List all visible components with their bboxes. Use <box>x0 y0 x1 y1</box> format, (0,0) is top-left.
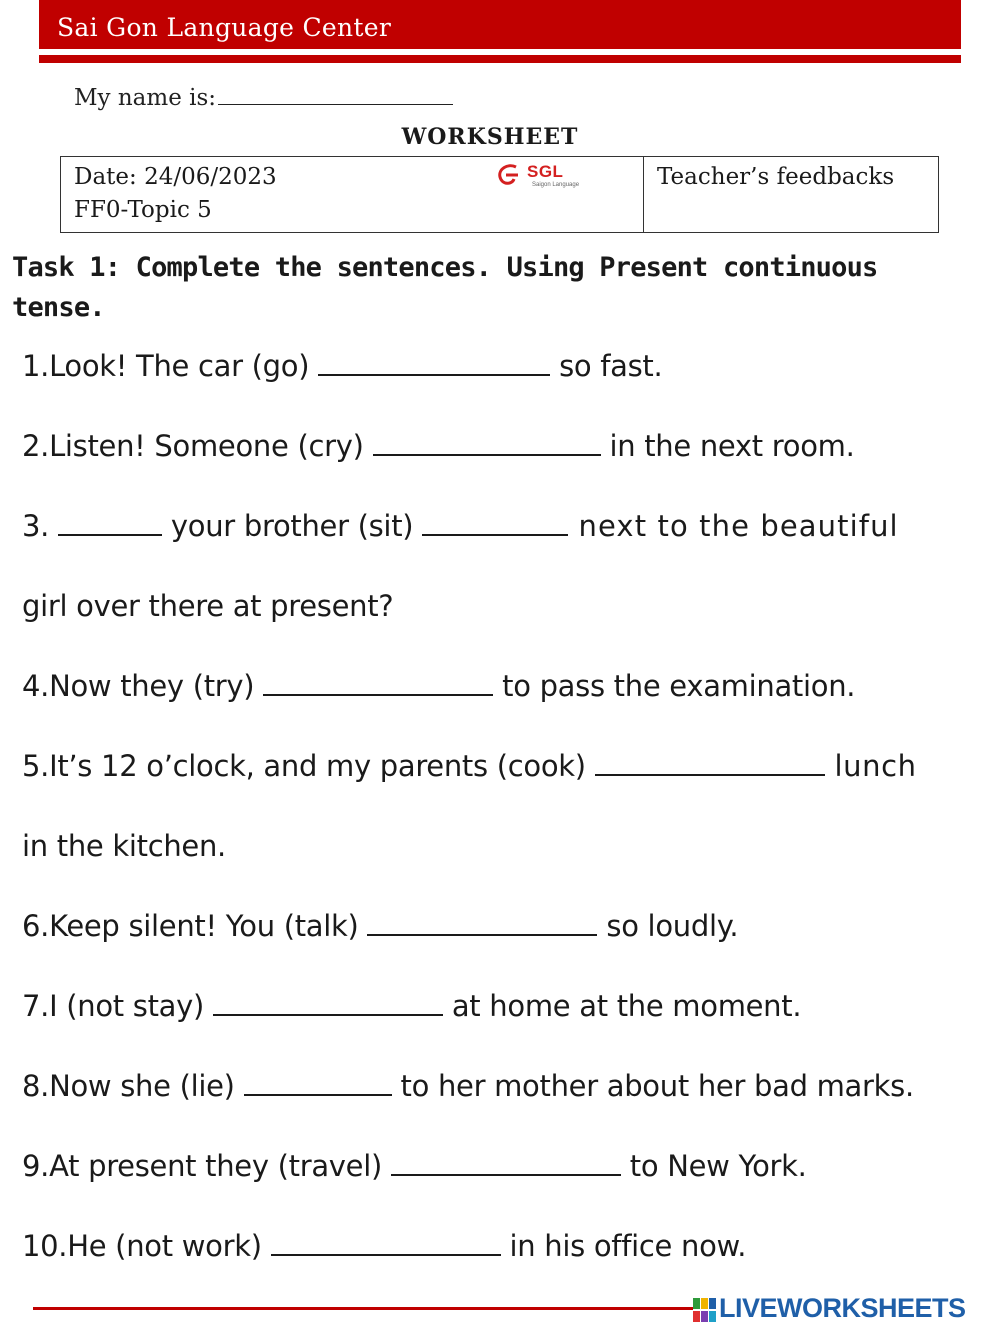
sentence-text: next to the beautiful <box>568 509 899 543</box>
sentence-5-cont <box>22 826 994 906</box>
sentence-text: girl over there at present? <box>22 589 394 623</box>
answer-blank[interactable] <box>391 1146 621 1176</box>
sentence-text: 6.Keep silent! You (talk) <box>22 909 368 943</box>
topic-text: FF0-Topic 5 <box>74 197 212 223</box>
sentence-text: 4.Now they (try) <box>22 669 264 703</box>
sentence-text: 9.At present they (travel) <box>22 1149 391 1183</box>
sentence-text: your brother (sit) <box>162 509 423 543</box>
sentence-text: so fast. <box>550 349 663 383</box>
sgl-logo <box>494 161 589 193</box>
answer-blank[interactable] <box>58 506 162 536</box>
sentence-text: in his office now. <box>500 1229 747 1263</box>
sentence-3 <box>22 506 994 586</box>
sentence-9 <box>22 1146 994 1226</box>
name-label: My name is: <box>74 85 217 111</box>
header-divider <box>39 55 961 63</box>
center-name: Sai Gon Language Center <box>57 13 392 42</box>
sentence-text: so loudly. <box>597 909 739 943</box>
sentence-text: to New York. <box>620 1149 807 1183</box>
liveworksheets-text: LIVEWORKSHEETS <box>719 1293 966 1323</box>
sentence-7 <box>22 986 994 1066</box>
sentence-text: 7.I (not stay) <box>22 989 213 1023</box>
sentence-text: 3. <box>22 509 58 543</box>
sentence-text: to her mother about her bad marks. <box>391 1069 914 1103</box>
sentence-8 <box>22 1066 994 1146</box>
sentence-3-cont <box>22 586 994 666</box>
answer-blank[interactable] <box>213 986 443 1016</box>
sentence-4 <box>22 666 994 746</box>
answer-blank[interactable] <box>367 906 597 936</box>
logo-text: SGL <box>527 162 564 181</box>
footer-divider <box>33 1307 693 1310</box>
answer-blank[interactable] <box>595 746 825 776</box>
sentence-text: 8.Now she (lie) <box>22 1069 244 1103</box>
answer-blank[interactable] <box>422 506 568 536</box>
answer-blank[interactable] <box>244 1066 392 1096</box>
task-title: Task 1: Complete the sentences. Using Present continuous tense. <box>12 252 878 323</box>
sentence-text: in the kitchen. <box>22 829 226 863</box>
sentence-list <box>22 346 994 1306</box>
answer-blank[interactable] <box>263 666 493 696</box>
header-banner <box>39 0 961 49</box>
liveworksheets-brand[interactable] <box>693 1293 993 1325</box>
teacher-feedback-label: Teacher’s feedbacks <box>657 164 895 190</box>
name-blank[interactable] <box>218 82 453 105</box>
sentence-text: 1.Look! The car (go) <box>22 349 319 383</box>
answer-blank[interactable] <box>318 346 550 376</box>
sentence-1 <box>22 346 994 426</box>
sgl-swirl-icon <box>494 163 524 189</box>
date-text: Date: 24/06/2023 <box>74 164 277 190</box>
sentence-text: 10.He (not work) <box>22 1229 271 1263</box>
sentence-6 <box>22 906 994 986</box>
sentence-text: to pass the examination. <box>493 669 856 703</box>
name-field-row <box>74 82 453 111</box>
sentence-text: 2.Listen! Someone (cry) <box>22 429 373 463</box>
sentence-text: in the next room. <box>600 429 855 463</box>
info-left-cell <box>61 157 644 232</box>
sentence-text: lunch <box>824 749 917 783</box>
answer-blank[interactable] <box>373 426 601 456</box>
sentence-2 <box>22 426 994 506</box>
sentence-5 <box>22 746 994 826</box>
logo-subtext: Saigon Language <box>532 182 580 188</box>
worksheet-title: WORKSHEET <box>401 124 579 150</box>
liveworksheets-logo-icon <box>693 1298 717 1322</box>
info-table <box>60 156 939 233</box>
sentence-text: 5.It’s 12 o’clock, and my parents (cook) <box>22 749 595 783</box>
answer-blank[interactable] <box>271 1226 501 1256</box>
sentence-text: at home at the moment. <box>442 989 802 1023</box>
